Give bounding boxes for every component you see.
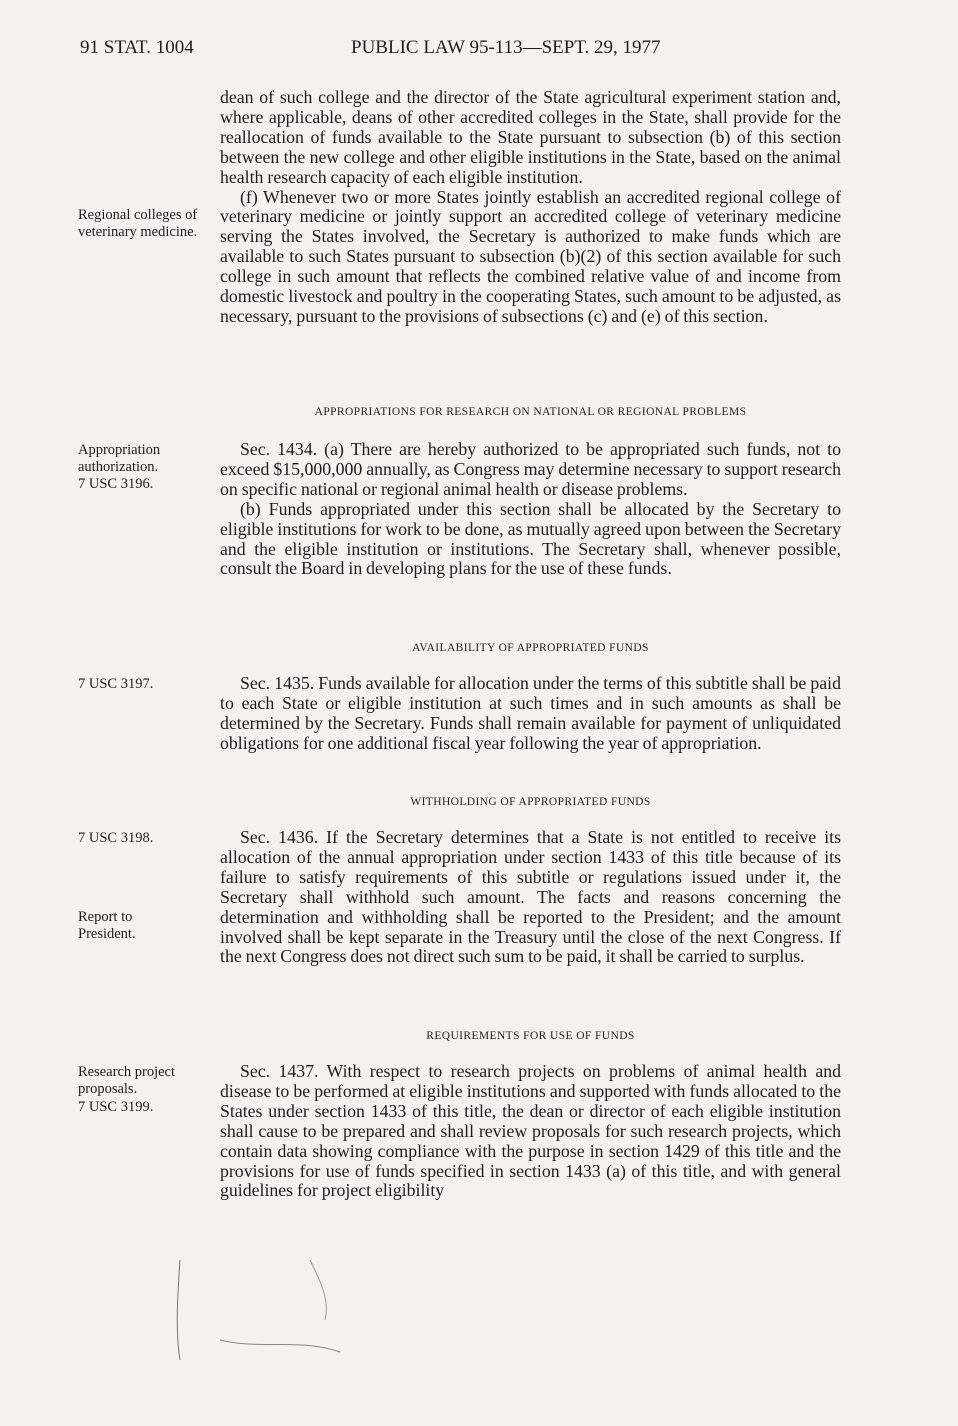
margin-note-usc-3196: 7 USC 3196. — [78, 476, 154, 492]
margin-note-appropriation: Appropriation authorization. — [78, 442, 161, 475]
body-block-1434 — [220, 440, 841, 579]
margin-note-report-to-president: Report to President. — [78, 909, 136, 942]
body-block-1 — [220, 88, 841, 327]
body-block-1436 — [220, 828, 841, 967]
paragraph-1434b: (b) Funds appropriated under this section shall be allocated by the Secretary to eligible institutions for work to be done, as mutually agreed upon between the Secretary and the eligible institution or institutions. The Secretary shall, whenever possible, consult the Board in developing plans for the use of these funds. — [220, 498, 841, 579]
margin-note-regional-colleges: Regional colleges of veterinary medicine. — [78, 207, 198, 240]
running-header — [80, 37, 850, 63]
margin-note-usc-3197: 7 USC 3197. — [78, 676, 154, 692]
heading-section-1436: WITHHOLDING OF APPROPRIATED FUNDS — [410, 796, 651, 808]
pen-marks — [150, 1240, 430, 1400]
margin-note-usc-3199: 7 USC 3199. — [78, 1099, 154, 1115]
paragraph-1437: Sec. 1437. With respect to research projects on problems of animal health and disease to be performed at eligible institutions and supported with funds allocated to the States under section 1433 of this title, the dean or director of each eligible institution shall cause to be prepared and shall review proposals for such research projects, which contain data showing compliance with the purpose in section 1429 of this title and the provisions for use of funds specified in section 1433 (a) of this title, and with general guidelines for project eligibility — [220, 1061, 841, 1201]
body-block-1437 — [220, 1062, 841, 1201]
paragraph-f: (f) Whenever two or more States jointly establish an accredited regional college of veterinary medicine or jointly support an accredited college of veterinary medicine serving the States involved, the Secretary is authorized to make funds which are available to such States pursuant to subsection (b)(2) of this section available for such college in such amount that reflects the combined relative value of and income from domestic livestock and poultry in the cooperating States, such amount to be adjusted, as necessary, pursuant to the provisions of subsections (c) and (e) of this section. — [220, 186, 841, 326]
paragraph-1434a: Sec. 1434. (a) There are hereby authorized to be appropriated such funds, not to exceed $15,000,000 annually, as Congress may determine necessary to support research on specific national or regional animal health or disease problems. — [220, 439, 841, 499]
paragraph-1436: Sec. 1436. If the Secretary determines that a State is not entitled to receive its allocation of the annual appropriation under section 1433 of this title because of its failure to satisfy requirements of this subtitle or regulations issued under it, the Secretary shall withhold such amount. The facts and reasons concerning the determination and withholding shall be reported to the President; and the amount involved shall be kept separate in the Treasury until the close of the next Congress. If the next Congress does not direct such sum to be paid, it shall be carried to surplus. — [220, 827, 841, 967]
law-title: PUBLIC LAW 95-113—SEPT. 29, 1977 — [351, 37, 661, 58]
heading-section-1435: AVAILABILITY OF APPROPRIATED FUNDS — [412, 642, 649, 654]
body-block-1435 — [220, 674, 841, 754]
paragraph-continuation: dean of such college and the director of the State agricultural experiment station and, where applicable, deans of other accredited colleges in the State, shall provide for the reallocation of funds available to the State pursuant to subsection (b) of this section between the new college and other eligible institutions in the State, based on the animal health research capacity of each eligible institution. — [220, 87, 841, 187]
paragraph-1435: Sec. 1435. Funds available for allocation under the terms of this subtitle shall be paid to each State or eligible institution at such times and in such amounts as shall be determined by the Secretary. Funds shall remain available for payment of unliquidated obligations for one additional fiscal year following the year of appropriation. — [220, 673, 841, 753]
margin-note-research-proposals: Research project proposals. — [78, 1064, 176, 1097]
page-reference: 91 STAT. 1004 — [80, 37, 194, 58]
heading-section-1437: REQUIREMENTS FOR USE OF FUNDS — [426, 1030, 635, 1042]
margin-note-usc-3198: 7 USC 3198. — [78, 830, 154, 846]
heading-section-1434: APPROPRIATIONS FOR RESEARCH ON NATIONAL OR REGIONAL PROBLEMS — [314, 406, 747, 418]
